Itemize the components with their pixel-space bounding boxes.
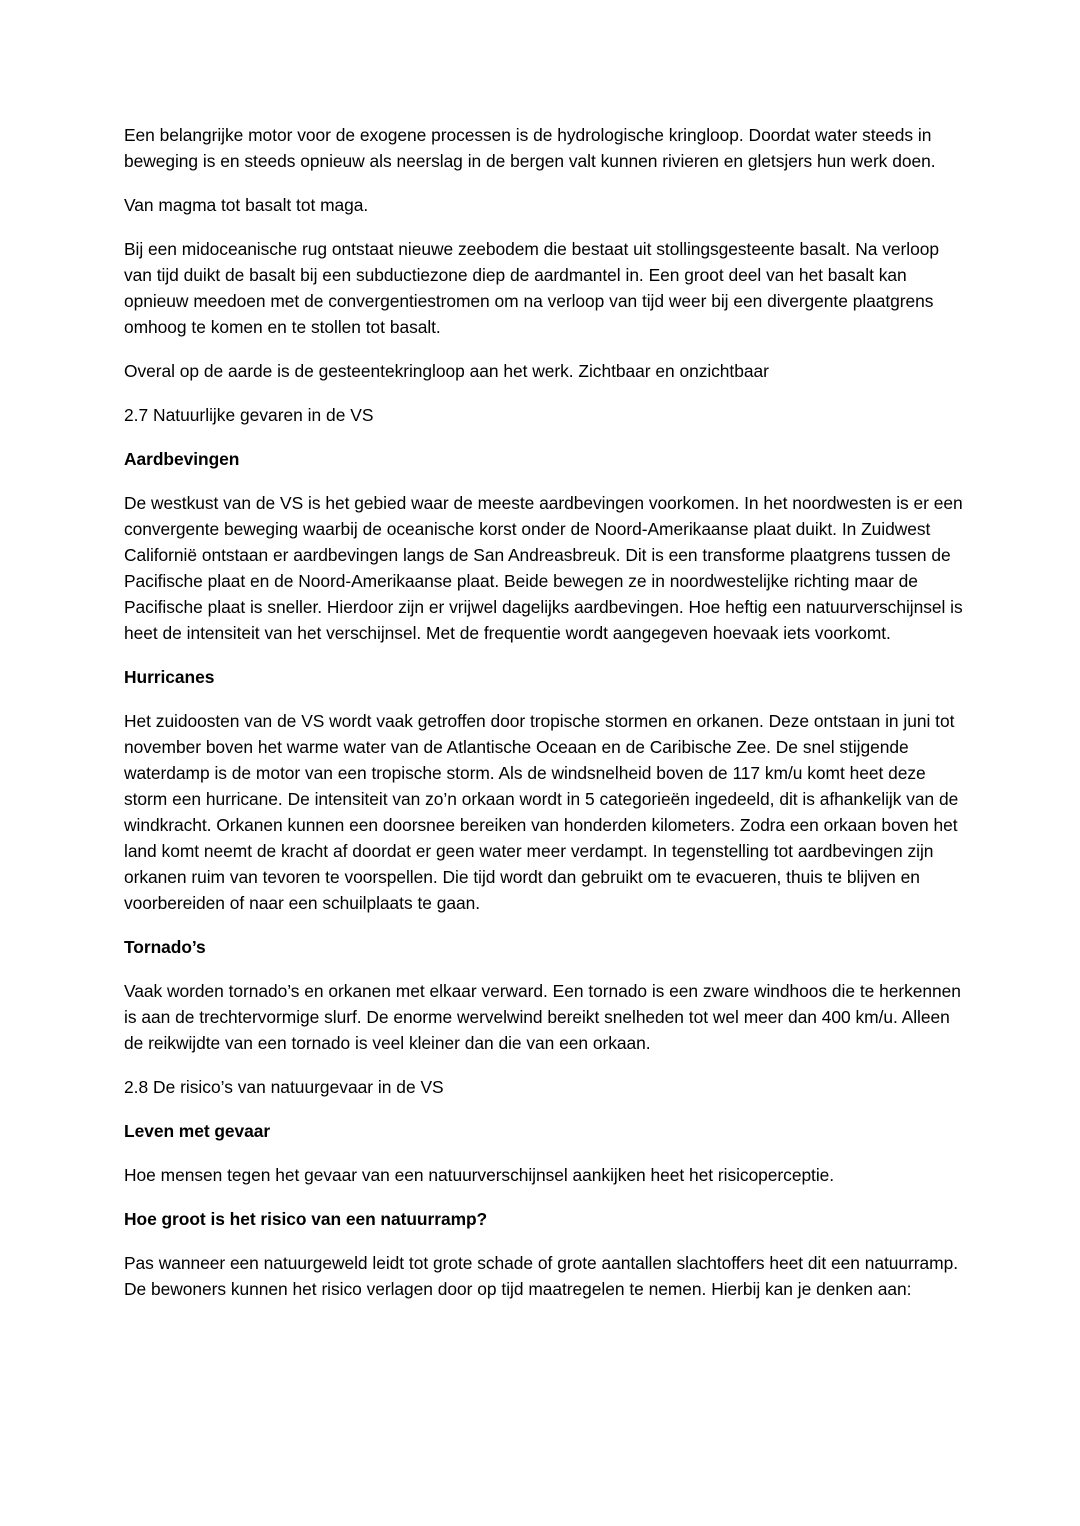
section-title-2-8: 2.8 De risico’s van natuurgevaar in de VS xyxy=(124,1077,444,1097)
heading-tornados: Tornado’s xyxy=(124,937,206,957)
paragraph-risicoperceptie: Hoe mensen tegen het gevaar van een natuurverschijnsel aankijken heet het risicoperceptie. xyxy=(124,1165,835,1185)
paragraph-natuurramp-maatregelen: Pas wanneer een natuurgeweld leidt tot grote schade of grote aantallen slachtoffers heet dit een natuurramp. De bewoners kunnen het risico verlagen door op tijd maatregelen te nemen. Hierbij kan je denken aan: xyxy=(124,1253,958,1299)
paragraph-aardbevingen: De westkust van de VS is het gebied waar de meeste aardbevingen voorkomen. In het noordwesten is er een convergente beweging waarbij de oceanische korst onder de Noord-Amerikaanse plaat duikt. In Zuidwest Californië ontstaan er aardbevingen langs de San Andreasbreuk. Dit is een transforme plaatgrens tussen de Pacifische plaat en de Noord-Amerikaanse plaat. Beide bewegen ze in noordwestelijke richting maar de Pacifische plaat is sneller. Hierdoor zijn er vrijwel dagelijks aardbevingen. Hoe heftig een natuurverschijnsel is heet de intensiteit van het verschijnsel. Met de frequentie wordt aangegeven hoevaak iets voorkomt. xyxy=(124,493,963,643)
section-title-2-7: 2.7 Natuurlijke gevaren in de VS xyxy=(124,405,374,425)
paragraph-van-magma-tot-basalt: Van magma tot basalt tot maga. xyxy=(124,195,369,215)
paragraph-hurricanes: Het zuidoosten van de VS wordt vaak getroffen door tropische stormen en orkanen. Deze ontstaan in juni tot november boven het warme water van de Atlantische Oceaan en de Caribische Zee. De snel stijgende waterdamp is de motor van een tropische storm. Als de windsnelheid boven de 117 km/u komt heet deze storm een hurricane. De intensiteit van zo’n orkaan wordt in 5 categorieën ingedeeld, dit is afhankelijk van de windkracht. Orkanen kunnen een doorsnee bereiken van honderden kilometers. Zodra een orkaan boven het land komt neemt de kracht af doordat er geen water meer verdampt. In tegenstelling tot aardbevingen zijn orkanen ruim van tevoren te voorspellen. Die tijd wordt dan gebruikt om te evacueren, thuis te blijven en voorbereiden of naar een schuilplaats te gaan. xyxy=(124,711,959,913)
document-content xyxy=(124,122,964,1320)
paragraph-tornados: Vaak worden tornado’s en orkanen met elkaar verward. Een tornado is een zware windhoos die te herkennen is aan de trechtervormige slurf. De enorme wervelwind bereikt snelheden tot wel meer dan 400 km/u. Alleen de reikwijdte van een tornado is veel kleiner dan die van een orkaan. xyxy=(124,981,961,1053)
heading-hurricanes: Hurricanes xyxy=(124,667,215,687)
heading-aardbevingen: Aardbevingen xyxy=(124,449,240,469)
paragraph-midoceanische-rug: Bij een midoceanische rug ontstaat nieuwe zeebodem die bestaat uit stollingsgesteente basalt. Na verloop van tijd duikt de basalt bij een subductiezone diep de aardmantel in. Een groot deel van het basalt kan opnieuw meedoen met de convergentiestromen om na verloop van tijd weer bij een divergente plaatgrens omhoog te komen en te stollen tot basalt. xyxy=(124,239,939,337)
paragraph-hydrologische-kringloop: Een belangrijke motor voor de exogene processen is de hydrologische kringloop. Doordat water steeds in beweging is en steeds opnieuw als neerslag in de bergen valt kunnen rivieren en gletsjers hun werk doen. xyxy=(124,125,936,171)
paragraph-gesteentekringloop: Overal op de aarde is de gesteentekringloop aan het werk. Zichtbaar en onzichtbaar xyxy=(124,361,769,381)
heading-hoe-groot-is-het-risico: Hoe groot is het risico van een natuurramp? xyxy=(124,1209,488,1229)
heading-leven-met-gevaar: Leven met gevaar xyxy=(124,1121,271,1141)
